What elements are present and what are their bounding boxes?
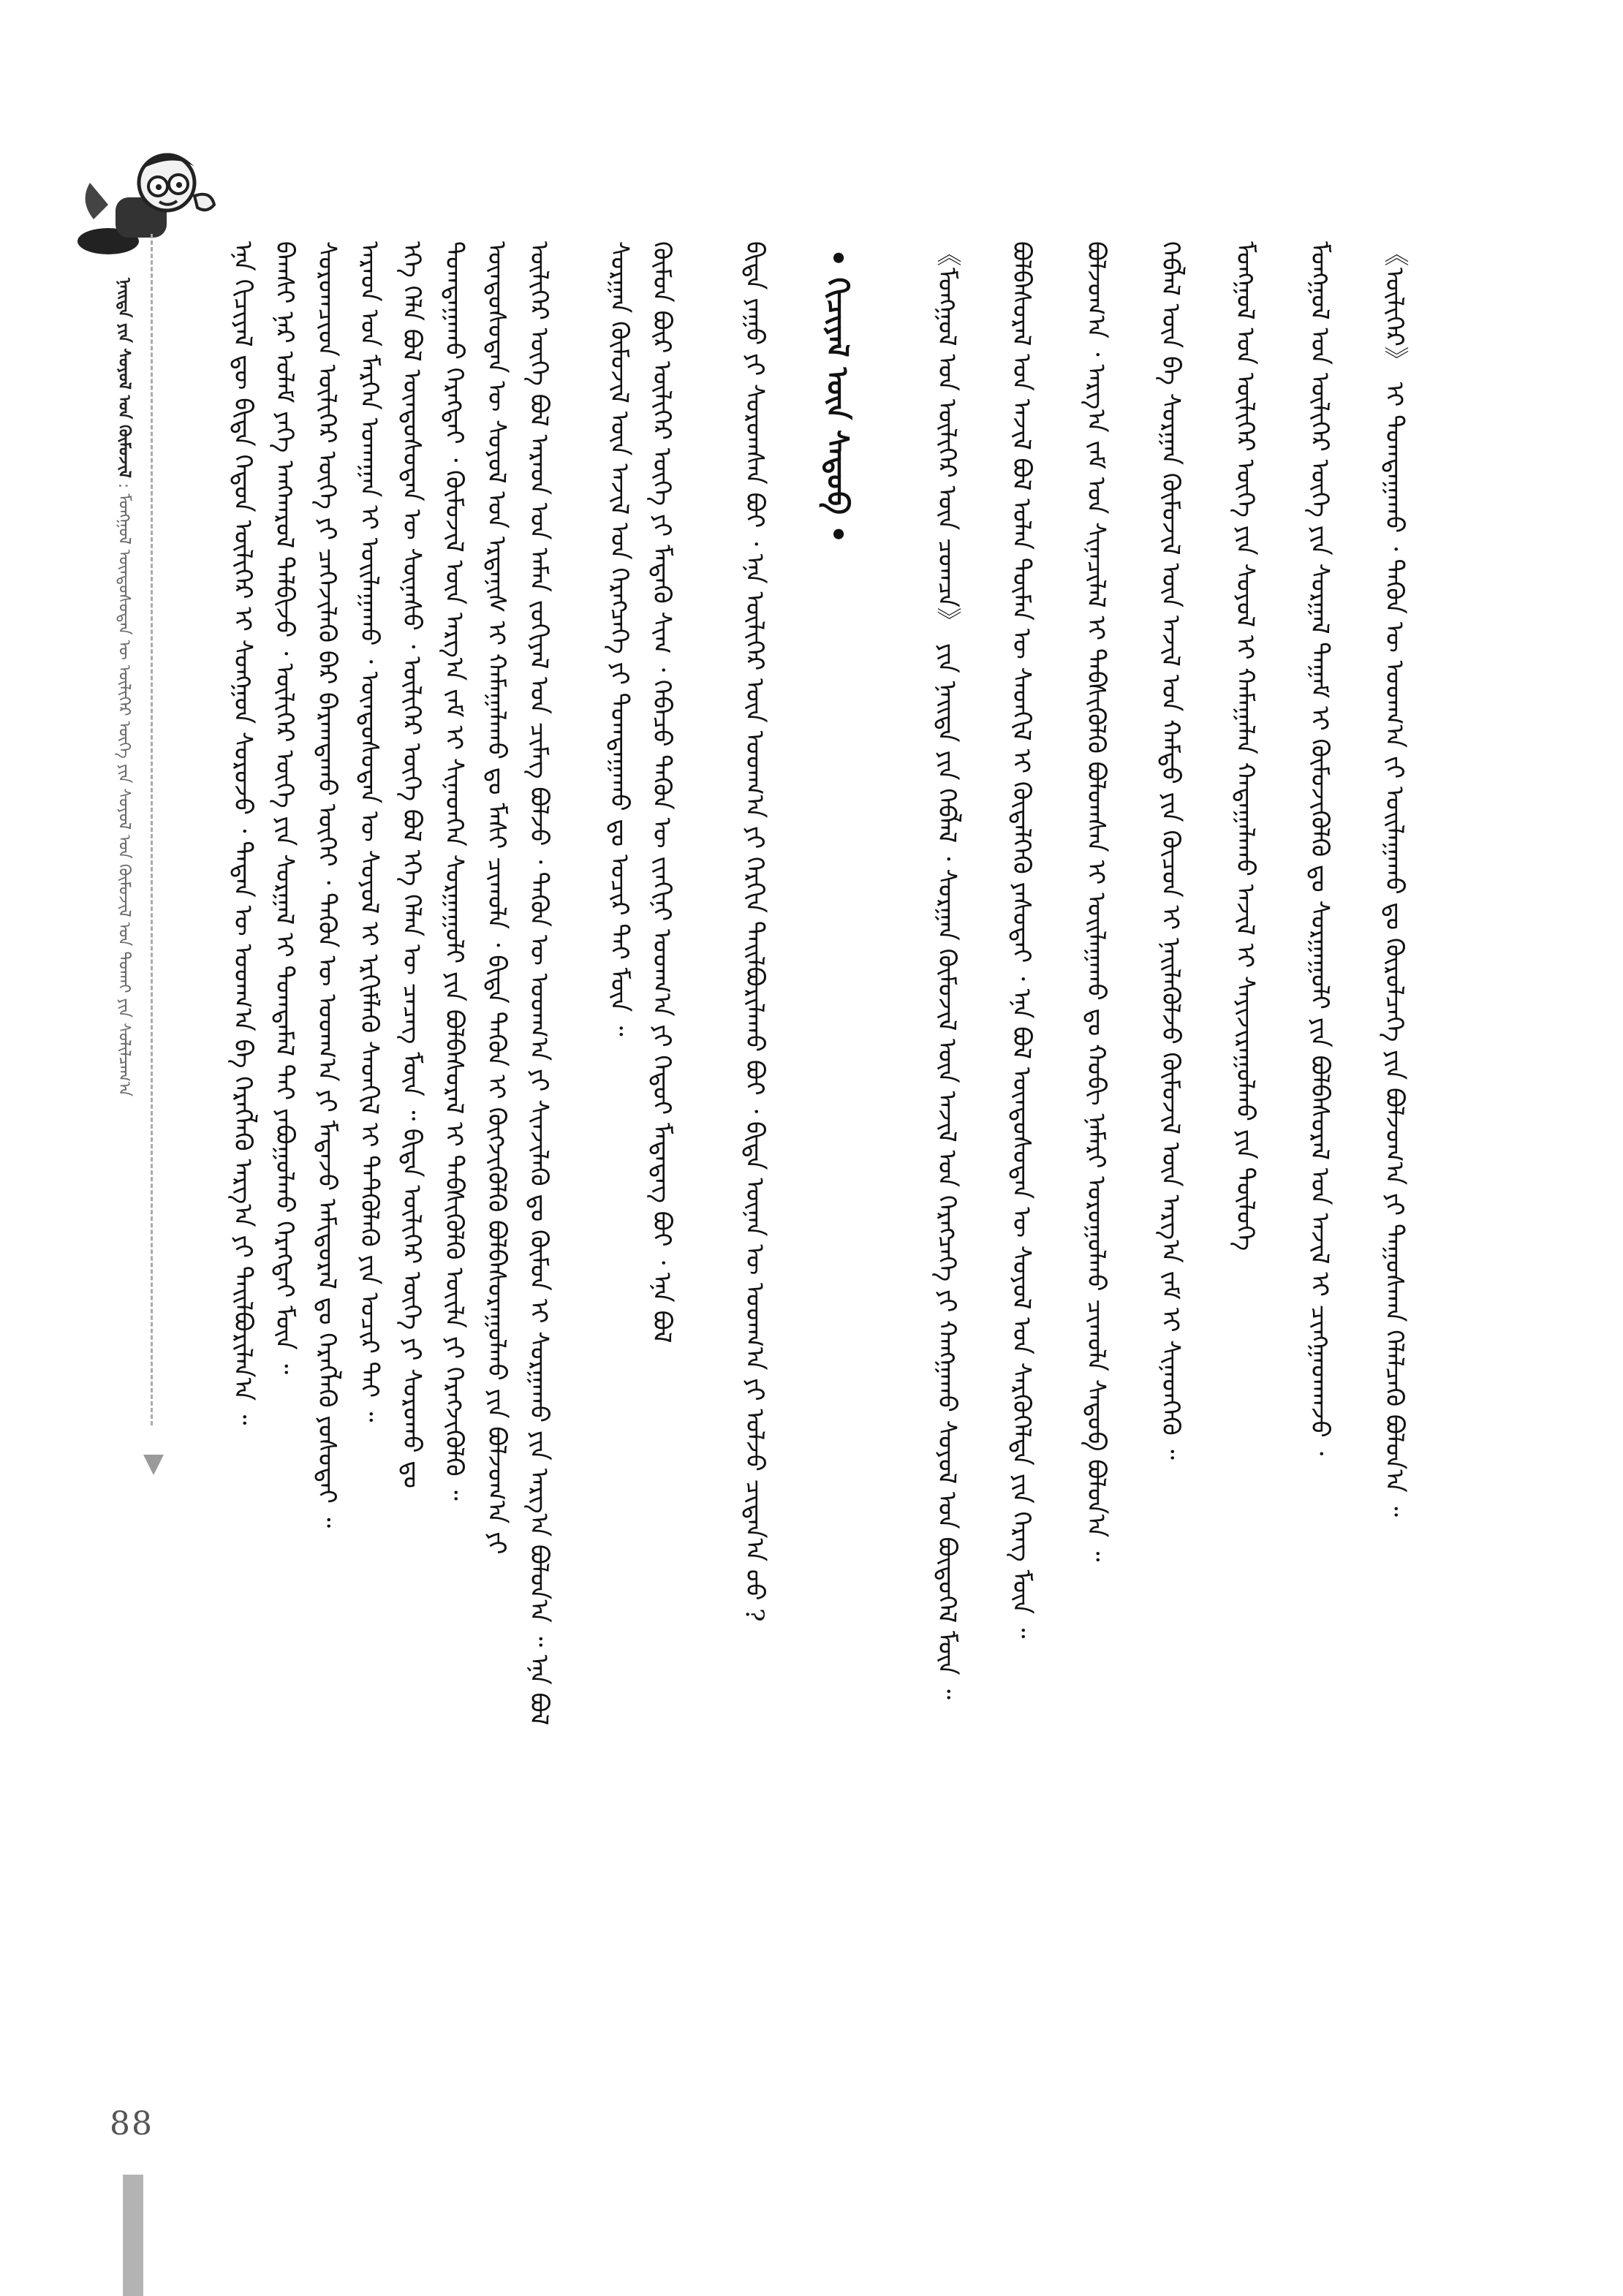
top-text-line: ᠪᠣᠯᠵᠣᠭ᠎ᠠ ᠂ ᠠᠷᠭ᠎ᠠ ᠵᠠᠮ ᠤᠨ ᠰᠢᠨᠡᠴᠢᠯᠡᠯ ᠢ ᠳᠡᠪᠰᠢᠭᠦᠯᠬᠦ ᠪᠣᠯᠣᠭᠰᠠᠨ ᠢ ᠣᠢᠯᠠᠭᠠᠬᠤ ᠳᠤ ᠬᠤᠪᠢ ᠨᠡᠮᠡᠷᠢ ᠣᠷᠣᠭᠤᠯᠬᠤ ᠴᠢᠬᠤᠯᠠ ᠰᠡᠳᠦᠪ ᠪᠣᠯᠤᠨ᠎ᠠ ᠃ xyxy=(1081,241,1111,1562)
section-heading: • ᠬᠢᠴᠢᠶᠡᠯ ᠦᠨ ᠰᠡᠳᠦᠪ • xyxy=(820,249,855,544)
lower-text-line: ᠡᠬᠡ ᠬᠡᠯᠡ ᠪᠣᠯ ᠦᠨᠳᠦᠰᠦᠲᠡᠨ ᠦ ᠰᠦᠨᠡᠰᠦ ᠂ ᠦᠯᠢᠭᠡᠷ ᠦᠭᠡ ᠪᠣᠯ ᠡᠬᠡ ᠬᠡᠯᠡᠨ ᠦ ᠴᠡᠴᠡᠭ ᠮᠥᠨ ᠃ ᠪᠢᠳᠡ ᠦᠯᠢᠭᠡᠷ ᠦᠭᠡ ᠶᠢ ᠰᠤᠷᠤᠬᠤ ᠳᠤ xyxy=(397,241,426,1489)
running-header xyxy=(110,278,137,1096)
lower-text-line: ᠲᠣᠭᠲᠠᠭᠠᠬᠤ ᠬᠡᠷᠡᠭᠲᠡᠢ ᠂ ᠬᠦᠮᠦᠵᠢᠯ ᠦᠨ ᠠᠷᠭ᠎ᠠ ᠵᠠᠮ ᠢ ᠰᠢᠨᠡᠳᠬᠡᠨ ᠰᠤᠷᠭᠠᠭᠤᠯᠢ ᠶᠢᠨ ᠪᠣᠯᠪᠠᠰᠤᠷᠠᠯ ᠢ ᠳᠡᠪᠰᠢᠭᠦᠯᠬᠦ ᠦᠢᠯᠡ ᠶᠢ ᠬᠡᠷᠡᠭᠵᠢᠭᠦᠯᠬᠦ ᠃ xyxy=(439,241,469,1501)
top-text-line: ᠮᠣᠩᠭᠣᠯ ᠤᠨ ᠦᠯᠢᠭᠡᠷ ᠦᠭᠡ ᠶᠢᠨ ᠰᠤᠷᠭᠠᠯ ᠲᠠᠭᠠᠮ ᠢ ᠬᠦᠮᠦᠵᠢᠭᠦᠯᠬᠦ ᠳᠤ ᠰᠤᠷᠭᠠᠭᠤᠯᠢ ᠶᠢᠨ ᠪᠣᠯᠪᠠᠰᠤᠷᠠᠯ ᠤᠨ ᠠᠵᠢᠯ ᠢ ᠴᠢᠩᠭᠠᠳᠬᠠᠵᠤ ᠂ xyxy=(1305,241,1334,1456)
running-header-separator: : xyxy=(115,477,133,494)
boy-mascot-illustration xyxy=(64,132,225,263)
running-header-label: ᠨᠡᠢᠳᠡ ᠶᠢᠨ ᠰᠣᠶᠣᠯ ᠤᠨ ᠬᠦᠮᠦᠵᠢᠯ xyxy=(115,278,133,478)
top-text-line: 《ᠮᠣᠩᠭᠣᠯ ᠤᠨ ᠦᠯᠢᠭᠡᠷ ᠦᠨ ᠴᠣᠭᠴᠠ》 ᠶᠢᠨ ᠨᠡᠢᠳᠡ ᠶᠢᠨ ᠬᠡᠪᠯᠡᠯ ᠂ ᠰᠤᠷᠭᠠᠨ ᠬᠦᠮᠦᠵᠢᠯ ᠦᠨ ᠠᠵᠢᠯ ᠤᠨ ᠬᠡᠷᠡᠭᠴᠡᠭᠡ ᠶᠢ ᠬᠠᠩᠭᠠᠬᠤ ᠰᠣᠶᠣᠯ ᠤᠨ ᠪᠦᠲᠦᠭᠡᠯ ᠮᠥᠨ ᠃ xyxy=(932,241,961,1700)
lower-text-line: ᠦᠯᠢᠭᠡᠷ ᠦᠭᠡ ᠪᠣᠯ ᠠᠷᠠᠳ ᠤᠨ ᠠᠮᠠᠨ ᠵᠣᠬᠢᠶᠠᠯ ᠤᠨ ᠴᠢᠮᠡᠭ ᠪᠣᠯᠵᠤ ᠂ ᠲᠡᠭᠦᠨ ᠦ ᠤᠳᠬ᠎ᠠ ᠶᠢ ᠰᠢᠨᠵᠢᠯᠡᠬᠦ ᠳᠤ ᠬᠦᠮᠦᠨ ᠢ ᠰᠤᠷᠭᠠᠬᠤ ᠶᠢᠨ ᠠᠷᠭ᠎ᠠ ᠪᠣᠯᠤᠨ᠎ᠠ ᠃ ᠡᠨᠡ ᠪᠣᠯ xyxy=(524,241,553,1726)
header-arrow-icon xyxy=(143,1455,164,1475)
top-text-line: ᠪᠣᠯᠪᠠᠰᠤᠷᠠᠯ ᠤᠨ ᠠᠵᠢᠯ ᠪᠣᠯ ᠣᠯᠠᠨ ᠲᠦᠮᠡᠨ ᠦ ᠰᠡᠳᠬᠢᠯ ᠢ ᠬᠥᠳᠡᠯᠭᠡᠬᠦ ᠶᠠᠰᠤᠲᠠᠢ ᠂ ᠡᠨᠡ ᠪᠣᠯ ᠦᠨᠳᠦᠰᠦᠲᠡᠨ ᠦ ᠰᠣᠶᠣᠯ ᠤᠨ ᠰᠡᠷᠭᠦᠭᠡᠯᠲᠡ ᠶᠢᠨ ᠬᠡᠷᠡᠭ ᠮᠥᠨ ᠃ xyxy=(1007,241,1036,1639)
lower-text-line: ᠦᠨᠳᠦᠰᠦᠲᠡᠨ ᠦ ᠰᠣᠶᠣᠯ ᠤᠨ ᠡᠷᠳᠡᠨᠢᠰ ᠢ ᠬᠠᠮᠠᠭᠠᠯᠠᠬᠤ ᠳᠤ ᠮᠠᠰᠢ ᠴᠢᠬᠤᠯᠠ ᠂ ᠪᠢᠳᠡ ᠲᠡᠭᠦᠨ ᠢ ᠬᠥᠭᠵᠢᠭᠦᠯᠬᠦ ᠪᠣᠯᠪᠠᠰᠤᠷᠠᠭᠤᠯᠬᠤ ᠶᠢᠨ ᠪᠣᠯᠵᠣᠭ᠎ᠠ ᠶᠢ xyxy=(482,241,511,1555)
top-text-line: 《ᠦᠯᠢᠭᠡᠷ》 ᠢ ᠲᠣᠭᠲᠠᠭᠠᠬᠤ ᠂ ᠲᠡᠭᠦᠨ ᠦ ᠤᠳᠬ᠎ᠠ ᠵᠢ ᠣᠢᠯᠠᠭᠠᠬᠤ ᠳᠤ ᠬᠦᠷᠦᠯᠴᠡᠭᠡ ᠶᠢᠨ ᠪᠣᠯᠵᠣᠭ᠎ᠠ ᠶᠢ ᠳᠠᠭᠤᠰᠬᠠᠨ ᠬᠡᠯᠡᠯᠴᠡᠬᠦ ᠪᠣᠯᠤᠨ᠎ᠠ ᠃ xyxy=(1380,241,1409,1518)
top-text-line: ᠬᠡᠪᠯᠡᠯ ᠦᠨ ᠪᠠ ᠰᠤᠷᠭᠠᠨ ᠬᠦᠮᠦᠵᠢᠯ ᠦᠨ ᠠᠵᠢᠯ ᠤᠨ ᠬᠠᠮᠲᠤ ᠶᠢᠨ ᠬᠦᠴᠦᠨ ᠢ ᠨᠡᠢᠯᠡᠭᠦᠯᠵᠦ ᠬᠦᠮᠦᠵᠢᠯ ᠦᠨ ᠠᠷᠭ᠎ᠠ ᠵᠠᠮ ᠢ ᠰᠢᠨᠡᠳᠬᠡᠬᠦ ᠃ xyxy=(1156,241,1185,1460)
running-header-subtitle: ᠮᠣᠩᠭᠣᠯ ᠦᠨᠳᠦᠰᠦᠲᠡᠨ ᠦ ᠦᠯᠢᠭᠡᠷ ᠦᠭᠡ ᠶᠢᠨ ᠰᠣᠶᠣᠯ ᠤᠨ ᠬᠦᠮᠦᠵᠢᠯ ᠤᠨ ᠲᠤᠬᠠᠢ ᠶᠢᠨ ᠰᠣᠯᠢᠯᠴᠠᠭ᠎ᠠ xyxy=(115,493,133,1097)
lower-text-line: ᠪᠢᠳᠡ ᠶᠠᠭᠤ ᠶᠢ ᠰᠤᠷᠤᠭᠰᠠᠨ ᠪᠤᠢ ᠂ ᠡᠨᠡ ᠦᠯᠢᠭᠡᠷ ᠦᠨ ᠤᠳᠬ᠎ᠠ ᠶᠢ ᠬᠡᠷᠬᠢᠨ ᠲᠠᠢᠯᠪᠤᠷᠢᠯᠠᠬᠤ ᠪᠤᠢ ᠂ ᠪᠢᠳᠡ ᠦᠨᠡᠨ ᠦ ᠤᠳᠬ᠎ᠠ ᠶᠢ ᠣᠯᠵᠤ ᠴᠢᠳᠠᠨ᠎ᠠ ᠤᠤ ? xyxy=(740,241,769,1622)
lower-text-line: ᠬᠦᠮᠦᠨ ᠪᠦᠷ ᠦᠯᠢᠭᠡᠷ ᠦᠭᠡ ᠶᠢ ᠮᠡᠳᠡᠬᠦ ᠰᠢᠭ᠋ ᠂ ᠭᠡᠪᠡᠴᠦ ᠲᠡᠭᠦᠨ ᠦ ᠵᠢᠨᠬᠢᠨᠢ ᠤᠳᠬ᠎ᠠ ᠶᠢ ᠬᠡᠳᠦᠢ ᠮᠡᠳᠡᠳᠡᠭ ᠪᠤᠢ ᠂ ᠡᠨᠡ ᠪᠣᠯ xyxy=(647,241,676,1344)
lower-text-line: ᠰᠤᠷᠭᠠᠨ ᠬᠦᠮᠦᠵᠢᠯ ᠦᠨ ᠠᠵᠢᠯ ᠤᠨ ᠬᠡᠷᠡᠭᠴᠡᠭᠡ ᠶᠢ ᠲᠣᠭᠲᠠᠭᠠᠬᠤ ᠳᠤ ᠤᠴᠢᠷ ᠲᠠᠢ ᠮᠥᠨ ᠃ xyxy=(605,241,634,1037)
page-number: 88 xyxy=(110,2105,154,2142)
top-text-line: ᠮᠣᠩᠭᠣᠯ ᠤᠨ ᠦᠯᠢᠭᠡᠷ ᠦᠭᠡ ᠶᠢᠨ ᠰᠣᠶᠣᠯ ᠢ ᠬᠠᠮᠠᠭᠠᠯᠠᠨ ᠬᠠᠳᠠᠭᠠᠯᠠᠬᠤ ᠠᠵᠢᠯ ᠢ ᠰᠠᠶᠢᠵᠢᠷᠠᠭᠤᠯᠬᠤ ᠶᠢᠨ ᠲᠥᠯᠦᠭᠡ xyxy=(1230,241,1260,1251)
lower-text-line: ᠡᠨᠡ ᠬᠢᠴᠢᠶᠡᠯ ᠳᠦ ᠪᠢᠳᠡ ᠬᠡᠳᠦᠨ ᠦᠯᠢᠭᠡᠷ ᠢ ᠰᠤᠩᠭᠤᠨ ᠰᠤᠷᠤᠵᠤ ᠂ ᠲᠡᠳᠡᠨ ᠦ ᠤᠳᠬ᠎ᠠ ᠪᠠ ᠬᠡᠷᠡᠭᠯᠡᠬᠦ ᠠᠷᠭ᠎ᠠ ᠶᠢ ᠲᠠᠢᠯᠪᠤᠷᠢᠯᠠᠨ᠎ᠠ ᠃ xyxy=(228,241,257,1425)
lower-text-line: ᠠᠷᠠᠳ ᠤᠨ ᠮᠡᠷᠭᠡᠨ ᠤᠬᠠᠭᠠᠨ ᠢ ᠣᠢᠯᠠᠭᠠᠬᠤ ᠂ ᠦᠨᠳᠦᠰᠦᠲᠡᠨ ᠦ ᠰᠣᠶᠣᠯ ᠢ ᠡᠷᠬᠢᠮᠯᠡᠬᠦ ᠰᠡᠳᠬᠢᠯ ᠢ ᠲᠡᠲᠬᠦᠯᠡᠬᠦ ᠶᠢᠨ ᠤᠴᠢᠷ ᠲᠠᠢ ᠃ xyxy=(355,241,384,1422)
header-dashed-rule xyxy=(151,234,153,1425)
side-tab-marker xyxy=(123,2175,143,2296)
lower-text-line: ᠰᠤᠷᠤᠭᠴᠢᠳ ᠦᠯᠢᠭᠡᠷ ᠦᠭᠡ ᠶᠢ ᠴᠡᠭᠡᠵᠢᠯᠡᠬᠦ ᠪᠡᠷ ᠪᠠᠷᠠᠭᠳᠠᠬᠤ ᠦᠭᠡᠢ ᠂ ᠲᠡᠭᠦᠨ ᠦ ᠤᠳᠬ᠎ᠠ ᠶᠢ ᠮᠡᠳᠡᠵᠦ ᠠᠮᠢᠳᠤᠷᠠᠯ ᠳᠤ ᠬᠡᠷᠡᠭᠯᠡᠬᠦ ᠶᠣᠰᠣᠲᠠᠢ ᠃ xyxy=(312,241,341,1528)
lower-text-line: ᠪᠠᠭᠰᠢ ᠨᠠᠷ ᠤᠯᠠᠮ ᠶᠡᠬᠡ ᠠᠩᠬᠠᠷᠤᠯ ᠲᠠᠯᠪᠢᠵᠤ ᠂ ᠦᠯᠢᠭᠡᠷ ᠦᠭᠡ ᠶᠢᠨ ᠰᠤᠷᠭᠠᠯ ᠢ ᠲᠣᠭᠲᠠᠮᠠᠯ ᠲᠠᠢ ᠶᠠᠪᠤᠭᠤᠯᠬᠤ ᠬᠡᠷᠡᠭᠲᠡᠢ ᠮᠥᠨ ᠃ xyxy=(270,241,299,1374)
